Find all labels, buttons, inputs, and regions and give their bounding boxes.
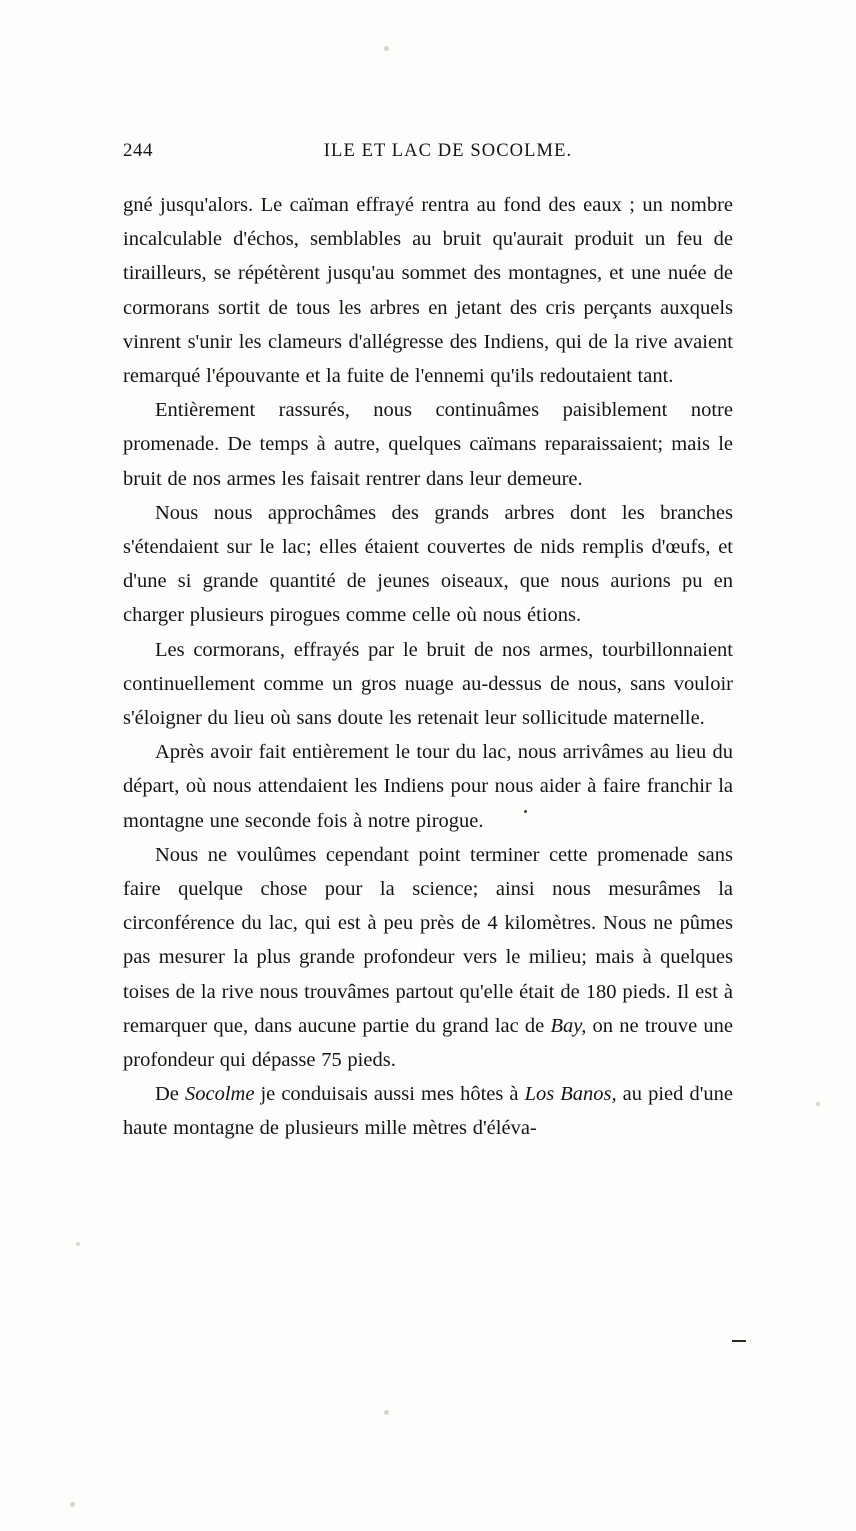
paragraph-measurements [123, 838, 733, 1077]
place-name-socolme: Socolme [184, 1083, 255, 1106]
paragraph: gné jusqu'alors. Le caïman effrayé rentra au fond des eaux ; un nombre incalculable d'échos, semblables au bruit qu'aurait produit un feu de tirailleurs, se répétèrent jusqu'au sommet des montagnes, et une nuée de cormorans sortit de tous les arbres en jetant des cris perçants auxquels vinrent s'unir les clameurs d'allégresse des Indiens, qui de la rive avaient remarqué l'épouvante et la fuite de l'ennemi qu'ils redoutaient tant. [123, 194, 733, 388]
paper-speck [384, 1410, 389, 1415]
final-text-1: De [155, 1083, 185, 1106]
paper-speck [384, 46, 389, 51]
paragraph-text-post: on ne trouve une profondeur qui dépasse 75 pieds. [123, 1014, 733, 1072]
place-name-los-banos: Los Banos, [524, 1083, 617, 1106]
paper-speck [76, 1242, 80, 1246]
page-content [123, 140, 733, 1146]
place-name-bay: Bay, [550, 1014, 587, 1037]
paragraph: Les cormorans, effrayés par le bruit de nos armes, tourbillonnaient continuellement comme un gros nuage au-dessus de nous, sans vouloir s'éloigner du lieu où sans doute les retenait leur sollicitude maternelle. [123, 638, 733, 730]
paper-speck [816, 1102, 820, 1106]
paragraph: Après avoir fait entièrement le tour du lac, nous arrivâmes au lieu du départ, où nous attendaient les Indiens pour nous aider à faire franchir la montagne une seconde fois à notre pirogue. [123, 741, 733, 832]
paragraph-final [123, 1077, 733, 1145]
margin-dash-mark [732, 1340, 746, 1342]
running-head [123, 140, 733, 162]
ink-dot [524, 810, 527, 813]
paper-speck [70, 1502, 75, 1507]
paragraph-text-pre: Nous ne voulûmes cependant point terminer cette promenade sans faire quelque chose pour la science; ainsi nous mesurâmes la circonférence du lac, qui est à peu près de 4 kilomètres. Nous ne pûmes pas mesurer la plus grande profondeur vers le milieu; mais à quelques toises de la rive nous trouvâmes partout qu'elle était de 180 pieds. Il est à remarquer que, dans aucune partie du grand lac de [123, 843, 733, 1037]
final-text-3: au pied d'une haute montagne de plusieurs mille mètres d'éléva- [123, 1083, 733, 1140]
paragraph: Nous nous approchâmes des grands arbres dont les branches s'étendaient sur le lac; elles étaient couvertes de nids remplis d'œufs, et d'une si grande quantité de jeunes oiseaux, que nous aurions pu en charger plusieurs pirogues comme celle où nous étions. [123, 501, 733, 627]
paragraph: Entièrement rassurés, nous continuâmes paisiblement notre promenade. De temps à autre, quelques caïmans reparaissaient; mais le bruit de nos armes les faisait rentrer dans leur demeure. [123, 399, 733, 490]
chapter-title: ILE ET LAC DE SOCOLME. [323, 141, 573, 161]
body-text [123, 188, 733, 1146]
page-number: 244 [123, 140, 153, 161]
final-text-2: je conduisais aussi mes hôtes à [254, 1083, 525, 1106]
